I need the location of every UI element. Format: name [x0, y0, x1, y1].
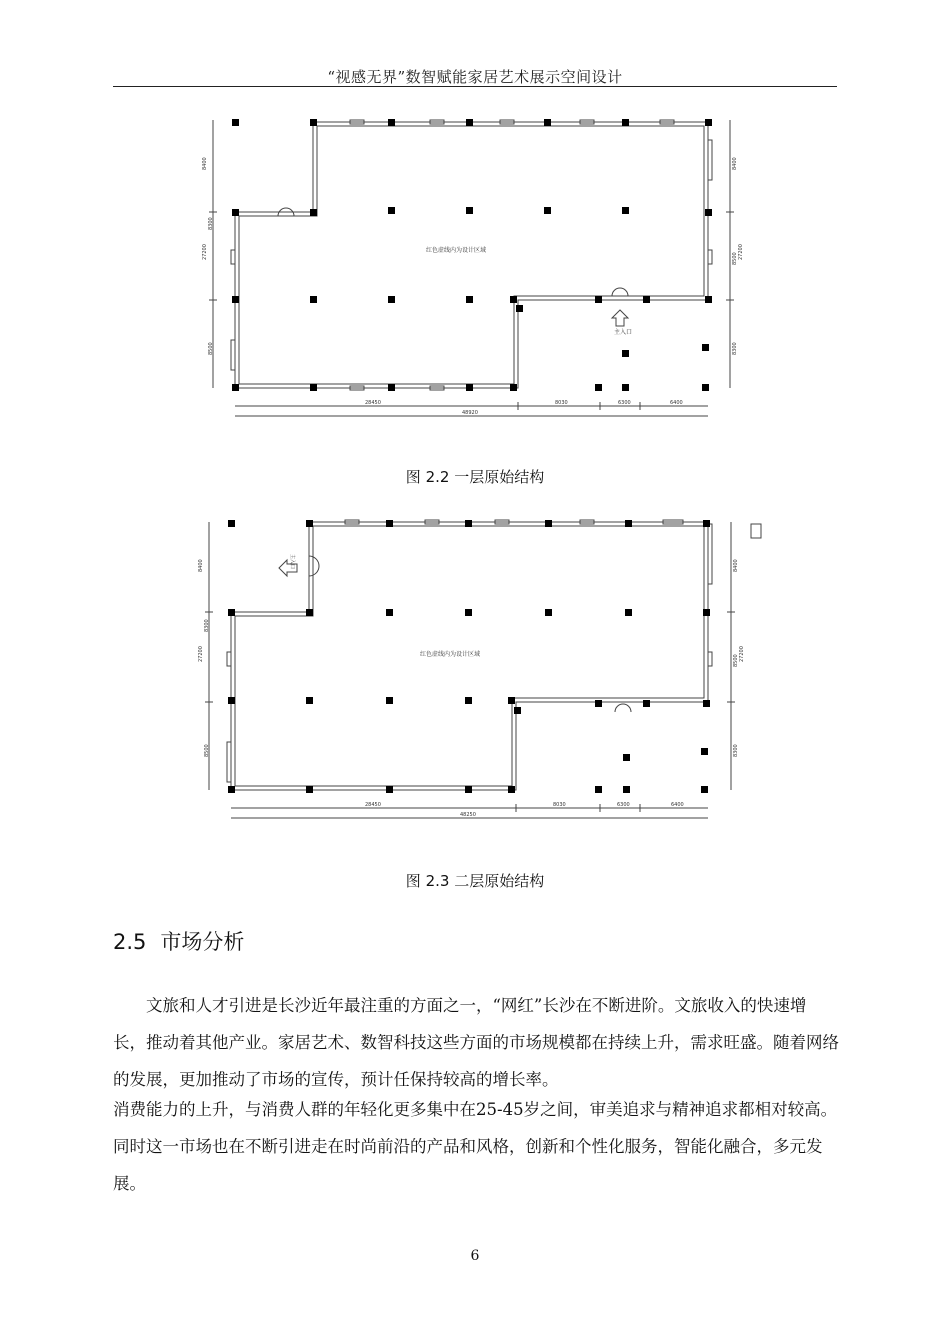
dim-right-4: 8300 — [733, 744, 739, 757]
section-number: 2.5 — [113, 930, 147, 954]
dim-bottom-1: 28450 — [365, 400, 381, 406]
dim-left-2: 27200 — [202, 244, 208, 260]
dim-bottom-total: 48920 — [462, 410, 478, 416]
floor-plan-1 — [200, 110, 750, 425]
floor-plan-2 — [195, 512, 765, 824]
design-area-label: 红色虚线内为设计区域 — [426, 247, 487, 254]
paragraph-2 — [113, 1091, 839, 1202]
section-heading — [113, 926, 244, 956]
dim-bottom-4: 6400 — [671, 802, 684, 808]
dim-left-2: 27200 — [198, 646, 204, 662]
dim-bottom-2: 8030 — [555, 400, 568, 406]
dim-bottom-1: 28450 — [365, 802, 381, 808]
section-title: 市场分析 — [160, 930, 245, 954]
dim-bottom-3: 6300 — [618, 400, 631, 406]
running-header: “视感无界”数智赋能家居艺术展示空间设计 — [327, 68, 623, 86]
dim-right-3: 8500 — [732, 252, 738, 265]
dim-right-1: 8400 — [732, 157, 738, 170]
dim-bottom-4: 6400 — [670, 400, 683, 406]
dim-left-1: 8400 — [202, 157, 208, 170]
dim-bottom-total: 48250 — [460, 812, 476, 818]
dim-left-1: 8400 — [198, 559, 204, 572]
paragraph-1 — [113, 987, 839, 1098]
entrance-label: 主入口 — [614, 329, 633, 336]
dim-bottom-2: 8030 — [553, 802, 566, 808]
dim-right-1: 8400 — [733, 559, 739, 572]
paragraph-2-text: 消费能力的上升，与消费人群的年轻化更多集中在25-45岁之间，审美追求与精神追求都相对较高。同时这一市场也在不断引进走在时尚前沿的产品和风格，创新和个性化服务，智能化融合，多元发展。 — [113, 1100, 838, 1193]
dim-left-3: 8300 — [208, 217, 214, 230]
dim-bottom-3: 6300 — [617, 802, 630, 808]
entrance-label: 主入口 — [289, 554, 295, 570]
page-number: 6 — [470, 1248, 480, 1264]
dim-right-2: 27200 — [739, 646, 745, 662]
dim-right-4: 8300 — [732, 342, 738, 355]
figure-caption-2: 图 2.3 二层原始结构 — [405, 872, 545, 890]
dim-left-4: 8500 — [204, 744, 210, 757]
dim-left-4: 8500 — [208, 342, 214, 355]
dim-left-3: 8300 — [204, 619, 210, 632]
header-rule — [113, 86, 837, 87]
paragraph-1-text: 文旅和人才引进是长沙近年最注重的方面之一，“网红”长沙在不断进阶。文旅收入的快速增长，推动着其他产业。家居艺术、数智科技这些方面的市场规模都在持续上升，需求旺盛。随着网络的发展，更加推动了市场的宣传，预计任保持较高的增长率。 — [113, 996, 839, 1089]
design-area-label: 红色虚线内为设计区域 — [420, 651, 481, 658]
figure-caption-1: 图 2.2 一层原始结构 — [405, 468, 545, 486]
dim-right-3: 8500 — [733, 654, 739, 667]
dim-right-2: 27200 — [738, 244, 744, 260]
